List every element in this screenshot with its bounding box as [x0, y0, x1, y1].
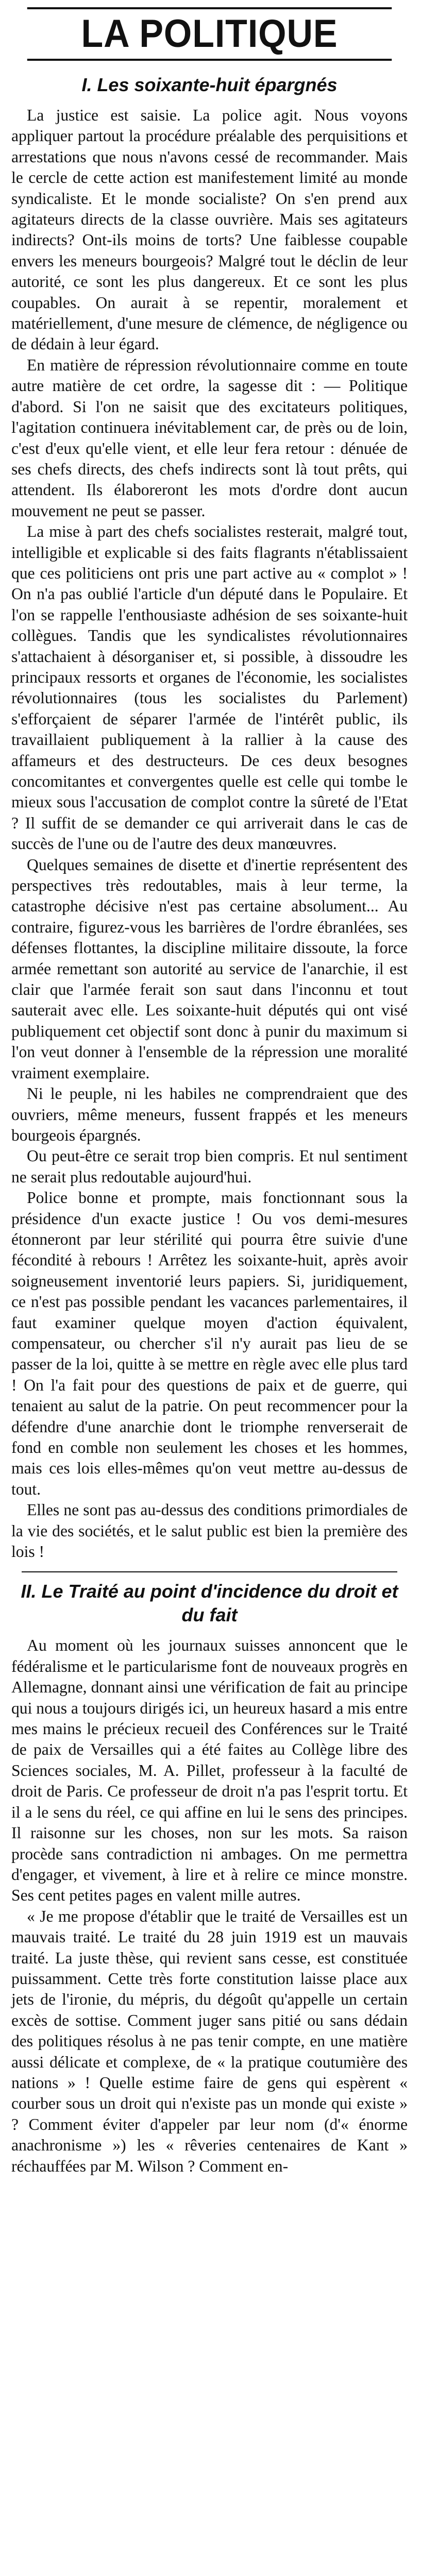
section-1-paragraph: En matière de répression révolutionnaire comme en toute autre matière de cet ordre, la sagesse dit : — Politique d'abord. Si l'on ne saisit que des excitateurs politiques, l'agitation continuera inévitablement car, de près ou de loin, c'est d'eux qu'elle vient, et elle leur fera retour : dénuée de ses chefs directs, des chefs indirects sont là tout prêts, qui attendent. Ils élaboreront les mots d'ordre dont aucun mouvement ne peut se passer. [11, 355, 408, 520]
section-1 [11, 73, 408, 1562]
section-2 [11, 1580, 408, 2177]
section-2-paragraph: « Je me propose d'établir que le traité de Versailles est un mauvais traité. Le traité du 28 juin 1919 est un mauvais traité. La juste thèse, qui revient sans cesse, est constituée puissamment. Cette très forte constitution laisse place aux jets de l'ironie, du mépris, du dégoût qu'appelle un certain excès de sottise. Comment juger sans pitié ou sans dédain des politiques résolus à ne pas tenir compte, en une matière aussi délicate et complexe, de « la pratique coutumière des nations » ! Quelle estime faire de gens qui espèrent « courber sous un droit qui n'existe pas un monde qui existe » ? Comment éviter d'appeler par leur nom (d'« énorme anachronisme ») les « rêveries centenaires de Kant » réchauffées par M. Wilson ? Comment en- [11, 1907, 408, 2175]
section-1-paragraph: La mise à part des chefs socialistes resterait, malgré tout, intelligible et explicable si des faits flagrants n'établissaient que ces politiciens ont pris une part active au « complot » ! On n'a pas oublié l'article d'un député dans le Populaire. Et l'on se rappelle l'enthousiaste adhésion de ses soixante-huit collègues. Tandis que les syndicalistes révolutionnaires s'attachaient à désorganiser et, si possible, à dissoudre les principaux ressorts et organes de l'économie, les socialistes révolutionnaires (tous les socialistes du Parlement) s'efforçaient de séparer l'armée de l'intérêt public, ils travaillaient publiquement à la rallier à la cause des affameurs et des destructeurs. De ces deux besognes concomitantes et convergentes quelle est celle qui tombe le mieux sous l'accusation de complot contre la sûreté de l'Etat ? Il suffit de se demander ce qui arriverait dans le cas de succès de l'une ou de l'autre des deux manœuvres. [11, 522, 408, 853]
masthead-title: LA POLITIQUE [27, 7, 392, 61]
section-1-paragraph: Elles ne sont pas au-dessus des conditions primordiales de la vie des sociétés, et le salut public est bien la première des lois ! [11, 1501, 408, 1561]
section-1-paragraph: La justice est saisie. La police agit. Nous voyons appliquer partout la procédure préalable des perquisitions et arrestations que nous n'avons cessé de recommander. Mais le cercle de cette action est manifestement limité au monde syndicaliste. Et le monde socialiste? On s'en prend aux agitateurs directs de la classe ouvrière. Mais ses agitateurs indirects? Ont-ils moins de torts? Une faiblesse coupable envers les meneurs bourgeois? Malgré tout le déclin de leur autorité, ce sont les plus dangereux. Et ce sont les plus coupables. On aurait à se repentir, moralement et matériellement, d'une mesure de clémence, de négligence ou de dédain à leur égard. [11, 106, 408, 353]
section-divider [22, 1571, 397, 1572]
section-1-paragraph: Ni le peuple, ni les habiles ne comprendraient que des ouvriers, même meneurs, fussent frappés et les meneurs bourgeois épargnés. [11, 1084, 408, 1144]
section-2-title: II. Le Traité au point d'incidence du droit et du fait [21, 1581, 398, 1626]
section-1-paragraph: Ou peut-être ce serait trop bien compris. Et nul sentiment ne serait plus redoutable aujourd'hui. [11, 1147, 408, 1186]
section-1-paragraph: Police bonne et prompte, mais fonctionnant sous la présidence d'un exacte justice ! Ou vos demi-mesures étonneront par leur stérilité qui pourra être suivie d'une fécondité à rebours ! Arrêtez les soixante-huit, après avoir soigneusement inventorié leurs papiers. Si, juridiquement, ce n'est pas possible pendant les vacances parlementaires, il faut examiner quelque moyen d'action équivalent, compensateur, ou chercher s'il n'y aurait pas lieu de se passer de la loi, quitte à se mettre en règle avec elle plus tard ! On l'a fait pour des questions de paix et de guerre, qui tenaient au salut de la patrie. On peut recommencer pour la défendre d'une anarchie dont le triomphe renverserait de fond en comble non seulement les choses et les hommes, mais ces lois elles-mêmes qu'on veut mettre au-dessus de tout. [11, 1189, 408, 1498]
section-2-paragraph: Au moment où les journaux suisses annoncent que le fédéralisme et le particularisme font de nouveaux progrès en Allemagne, donnant ainsi une vérification de fait au principe qui nous a toujours dirigés ici, un heureux hasard a mis entre mes mains le précieux recueil des Conférences sur le Traité de paix de Versailles qui a été faites au Collège libre des Sciences sociales, M. A. Pillet, professeur à la faculté de droit de Paris. Ce professeur de droit n'a pas l'esprit tortu. Et il a le sens du réel, ce qui affine en lui le sens des principes. Il raisonne sur les choses, non sur les mots. Sa raison procède sans contradiction ni ambages. On me permettra d'engager, et vivement, à lire et à relire ce mince monstre. Ses cent petites pages en valent mille autres. [11, 1636, 408, 1905]
section-1-paragraph: Quelques semaines de disette et d'inertie représentent des perspectives très redoutables, mais à leur terme, la catastrophe décisive n'est pas certaine absolument... Au contraire, figurez-vous les barrières de l'ordre ébranlées, ses défenses flottantes, la discipline militaire dissoute, la force armée remettant son autorité au service de l'anarchie, il est clair que l'armée ferait son saut dans l'inconnu et tout sauterait avec elle. Les soixante-huit députés qui ont visé publiquement cet objectif sont donc à punir du maximum si l'on veut donner à l'ensemble de la répression une moralité vraiment exemplaire. [11, 855, 408, 1082]
section-1-title: I. Les soixante-huit épargnés [81, 74, 338, 95]
